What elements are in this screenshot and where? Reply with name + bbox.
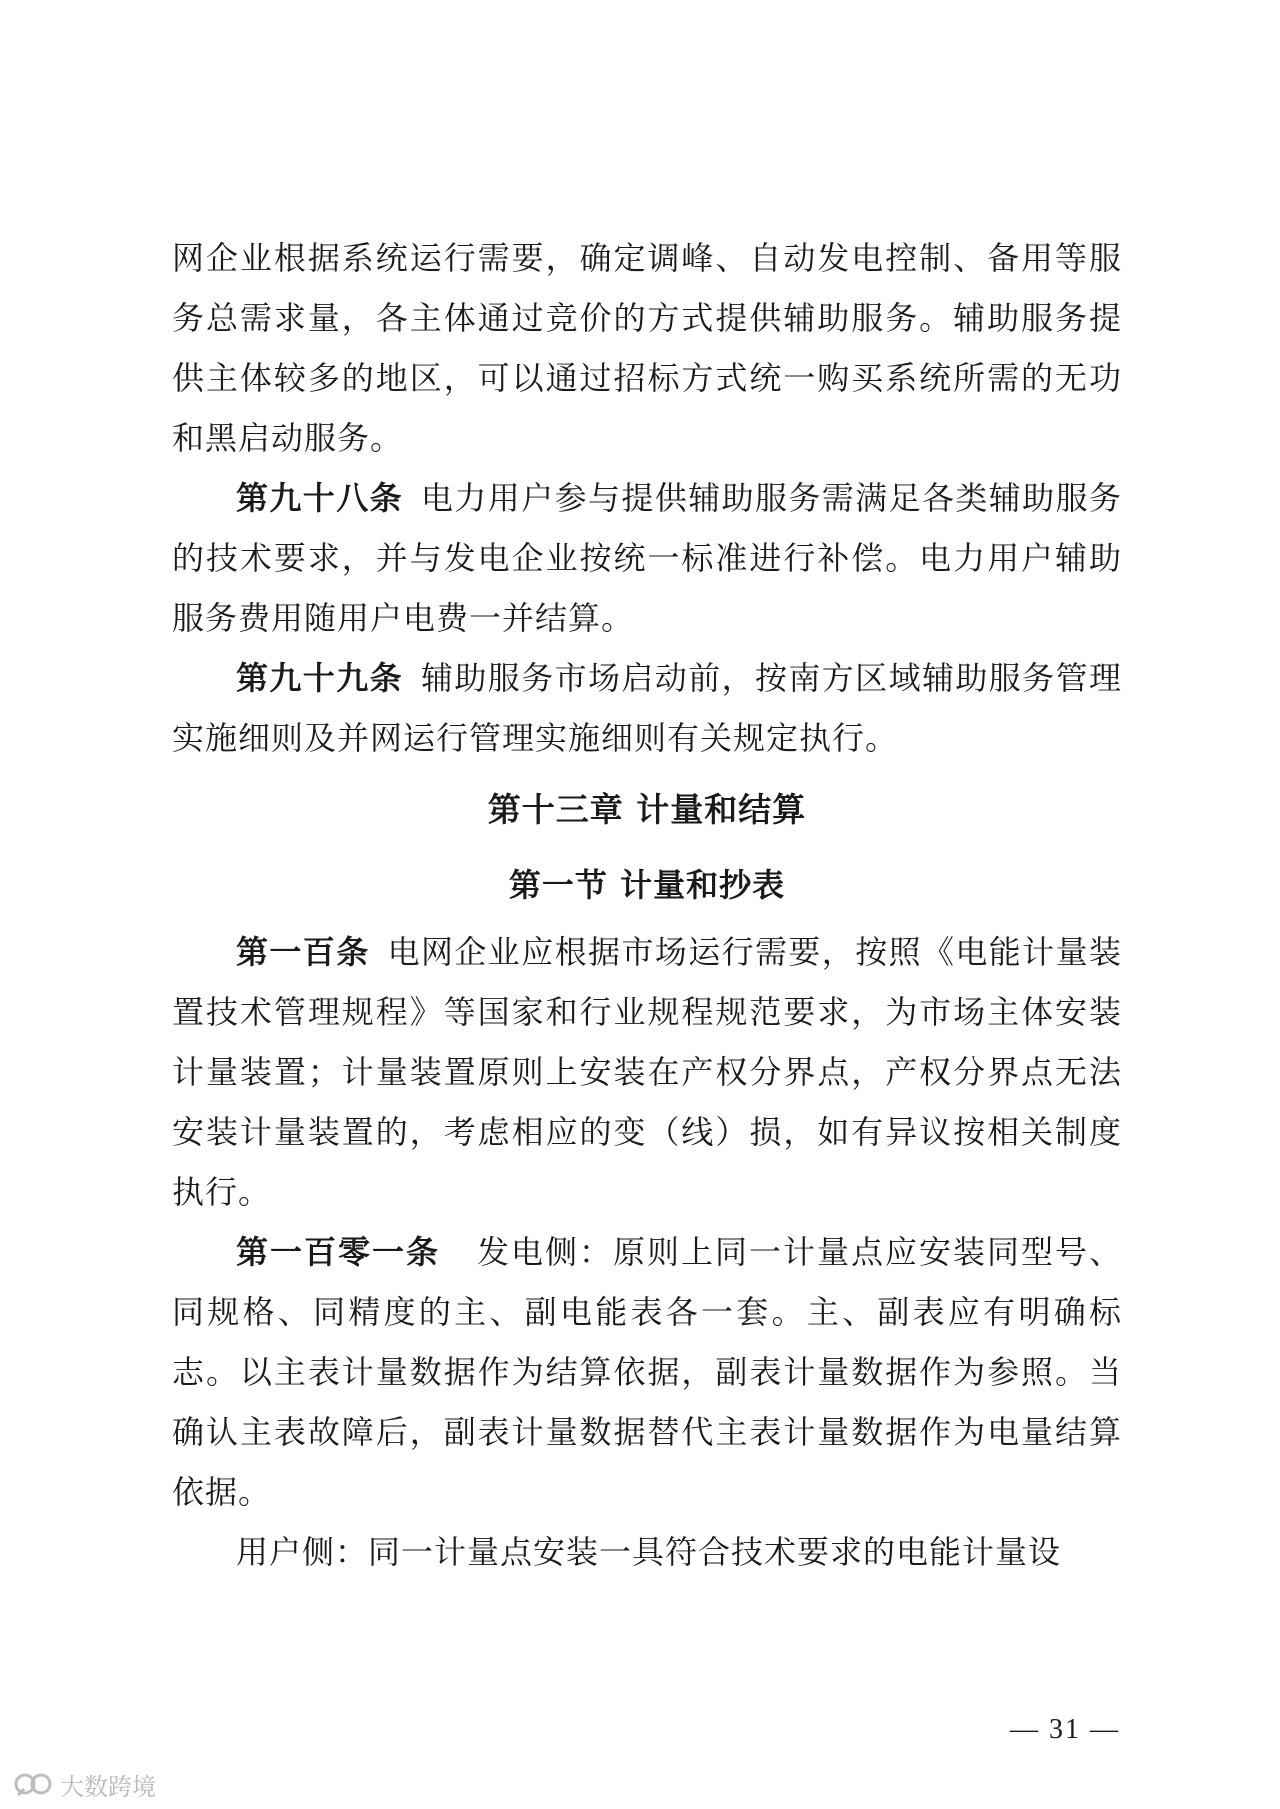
user-side-paragraph: 用户侧：同一计量点安装一具符合技术要求的电能计量设 xyxy=(236,1533,1062,1571)
article-98-title: 第九十八条 xyxy=(236,479,403,517)
article-100 xyxy=(172,922,1122,1222)
watermark-logo-icon xyxy=(14,1769,54,1799)
page-number: — 31 — xyxy=(1010,1714,1120,1745)
article-99-text: 辅助服务市场启动前，按南方区域辅助服务管理实施细则及并网运行管理实施细则有关规定执行。 xyxy=(172,659,1122,757)
chapter-title: 第十三章 计量和结算 xyxy=(487,790,807,829)
watermark-text: 大数跨境 xyxy=(60,1772,156,1801)
article-99 xyxy=(172,648,1122,768)
watermark xyxy=(14,1766,156,1802)
section-title: 第一节 计量和抄表 xyxy=(508,866,786,904)
article-99-title: 第九十九条 xyxy=(236,659,403,697)
article-101-title: 第一百零一条 xyxy=(236,1233,440,1271)
article-101 xyxy=(172,1222,1122,1522)
article-100-title: 第一百条 xyxy=(236,933,370,971)
paragraph-continuation: 网企业根据系统运行需要，确定调峰、自动发电控制、备用等服务总需求量，各主体通过竞价的方式提供辅助服务。辅助服务提供主体较多的地区，可以通过招标方式统一购买系统所需的无功和黑启动服务。 xyxy=(172,239,1122,457)
article-101-text: 发电侧：原则上同一计量点应安装同型号、同规格、同精度的主、副电能表各一套。主、副表应有明确标志。以主表计量数据作为结算依据，副表计量数据作为参照。当确认主表故障后，副表计量数据替代主表计量数据作为电量结算依据。 xyxy=(172,1233,1122,1511)
article-98-text: 电力用户参与提供辅助服务需满足各类辅助服务的技术要求，并与发电企业按统一标准进行补偿。电力用户辅助服务费用随用户电费一并结算。 xyxy=(172,479,1122,637)
document-body xyxy=(172,228,1122,1582)
article-98 xyxy=(172,468,1122,648)
article-100-text: 电网企业应根据市场运行需要，按照《电能计量装置技术管理规程》等国家和行业规程规范要求，为市场主体安装计量装置；计量装置原则上安装在产权分界点，产权分界点无法安装计量装置的，考虑相应的变（线）损，如有异议按相关制度执行。 xyxy=(172,933,1122,1211)
